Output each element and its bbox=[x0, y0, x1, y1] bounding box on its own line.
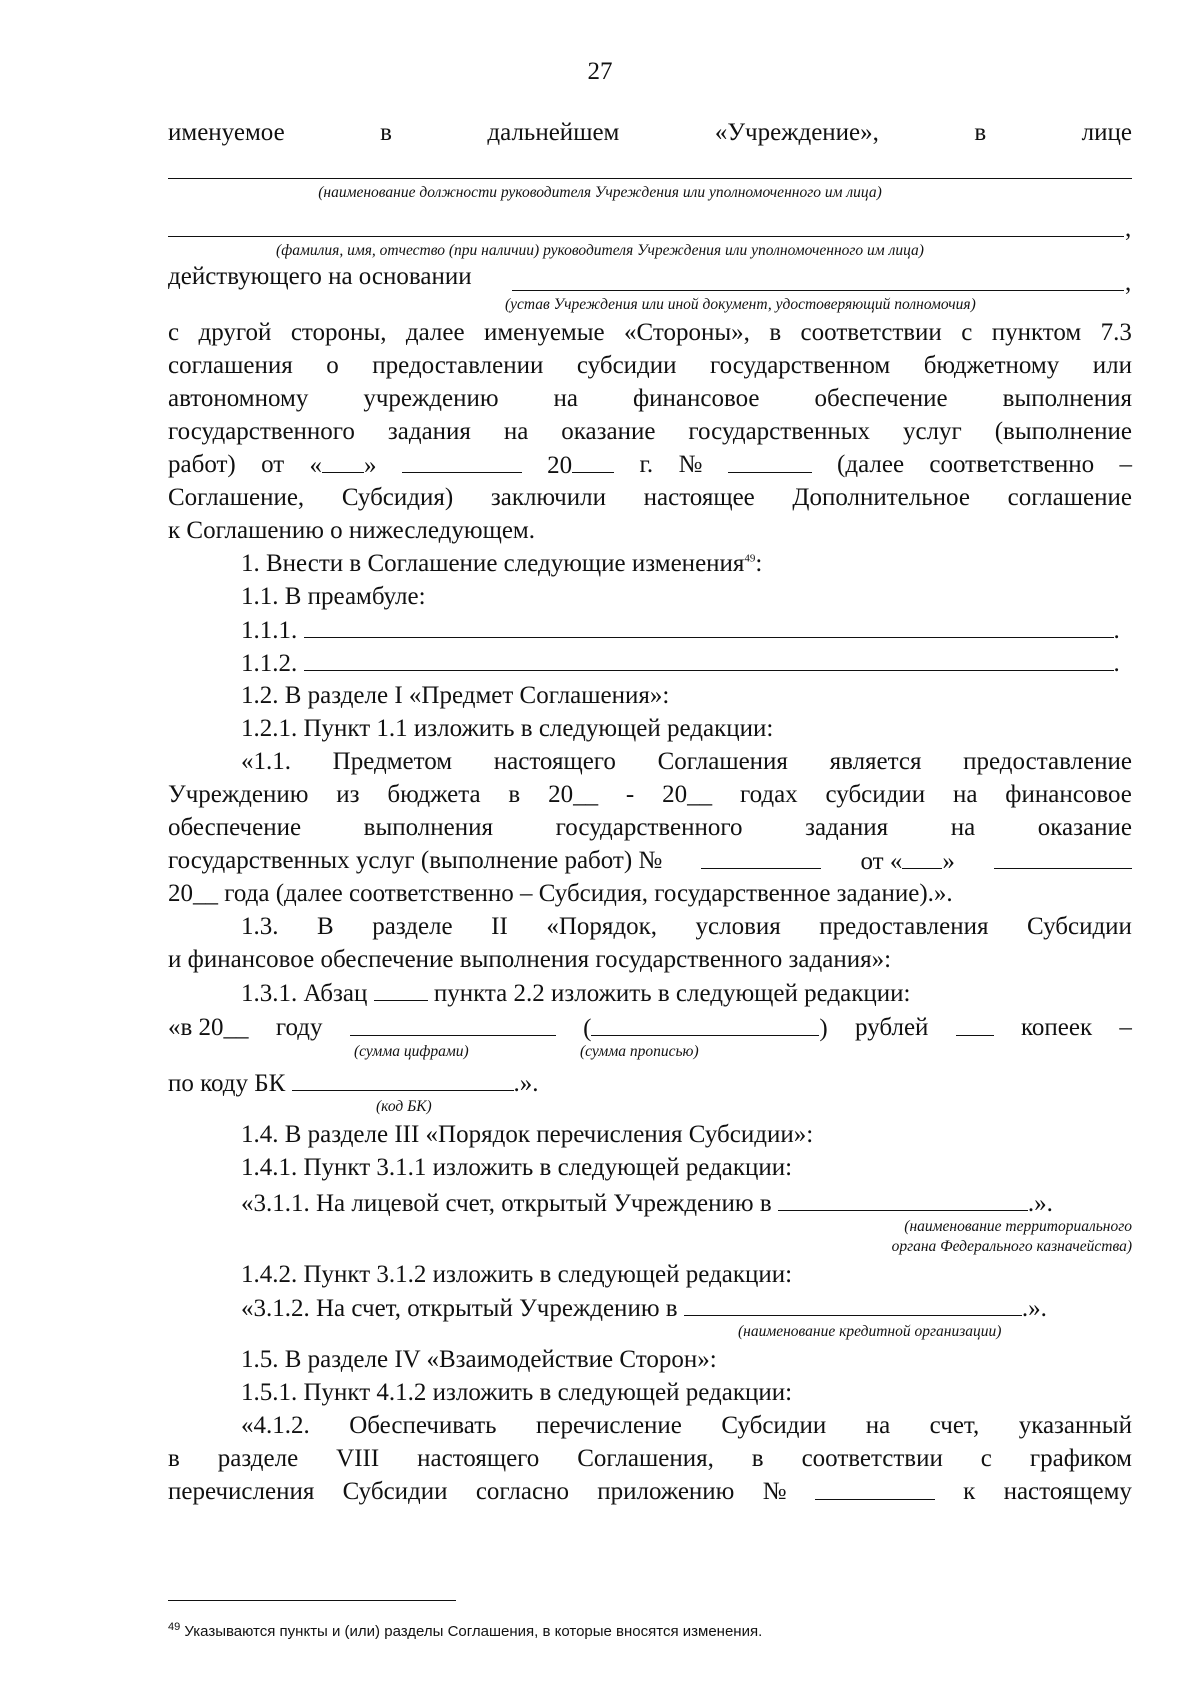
word: соглашения bbox=[168, 352, 293, 379]
word: является bbox=[829, 748, 922, 775]
word: «Стороны», bbox=[624, 319, 750, 346]
word: соответствии bbox=[801, 1445, 943, 1472]
word: перечисление bbox=[535, 1412, 682, 1439]
state-task-month-blank bbox=[994, 846, 1132, 869]
item-1-2: 1.2. В разделе I «Предмет Соглашения»: bbox=[241, 682, 670, 709]
word: на bbox=[950, 814, 976, 841]
word: Соглашение, bbox=[168, 484, 305, 511]
word: выполнения bbox=[1002, 385, 1132, 412]
word: оказание bbox=[561, 418, 656, 445]
intro-l5-j: – bbox=[1119, 451, 1132, 478]
word: соответствии bbox=[800, 319, 942, 346]
word: заключили bbox=[490, 484, 606, 511]
word: дальнейшем bbox=[487, 119, 620, 146]
item-1-3-line-1 bbox=[241, 912, 1132, 942]
word: Субсидии bbox=[721, 1412, 827, 1439]
item-1-4-2: 1.4.2. Пункт 3.1.2 изложить в следующей редакции: bbox=[241, 1261, 793, 1288]
word: или bbox=[1092, 352, 1132, 379]
word: В bbox=[317, 913, 334, 940]
word: в bbox=[974, 119, 987, 146]
intro-date-month bbox=[402, 450, 522, 473]
intro-line-3 bbox=[168, 384, 1132, 414]
word: предоставления bbox=[819, 913, 989, 940]
word: «Порядок, bbox=[546, 913, 657, 940]
word: бюджета bbox=[387, 781, 481, 808]
header-line bbox=[168, 118, 1132, 148]
p412-line-2 bbox=[168, 1444, 1132, 1474]
word: Соглашения, bbox=[577, 1445, 714, 1472]
word: Субсидия) bbox=[341, 484, 454, 511]
word: графиком bbox=[1029, 1445, 1132, 1472]
caption-treasury-2: органа Федерального казначейства) bbox=[891, 1238, 1132, 1255]
word: государственных bbox=[688, 418, 871, 445]
page-number: 27 bbox=[587, 58, 613, 85]
p412-line-1 bbox=[241, 1411, 1132, 1441]
word: финансовое bbox=[632, 385, 760, 412]
footnote bbox=[168, 1623, 762, 1640]
word: настоящему bbox=[1003, 1478, 1132, 1505]
word: Учреждению bbox=[168, 781, 309, 808]
word: обеспечение bbox=[168, 814, 302, 841]
intro-line-4 bbox=[168, 417, 1132, 447]
word: согласно bbox=[475, 1478, 569, 1505]
amount-digits-blank bbox=[350, 1013, 556, 1036]
word: именуемые bbox=[483, 319, 605, 346]
word: пунктом bbox=[991, 319, 1082, 346]
word: «4.1.2. bbox=[241, 1412, 310, 1439]
p11-line-1 bbox=[241, 747, 1132, 777]
caption-treasury-1: (наименование территориального bbox=[904, 1218, 1132, 1235]
word: с bbox=[980, 1445, 992, 1472]
item-1-4-1: 1.4.1. Пункт 3.1.1 изложить в следующей редакции: bbox=[241, 1154, 793, 1181]
word: Дополнительное bbox=[792, 484, 970, 511]
caption-basis: (устав Учреждения или иной документ, удостоверяющий полномочия) bbox=[505, 296, 976, 313]
item-1-3-1: 1.3.1. Абзац пункта 2.2 изложить в следующей редакции: bbox=[241, 980, 911, 1007]
p11-line-5: 20__ года (далее соответственно – Субсидия, государственное задание).». bbox=[168, 880, 953, 907]
word: выполнения bbox=[363, 814, 494, 841]
intro-l5-h: (далее bbox=[837, 451, 905, 478]
p11-line-3 bbox=[168, 813, 1132, 843]
caption-position: (наименование должности руководителя Учреждения или уполномоченного им лица) bbox=[318, 184, 882, 201]
intro-line-7: к Соглашению о нижеследующем. bbox=[168, 517, 535, 544]
intro-l5-b: от bbox=[261, 451, 285, 478]
word: учреждению bbox=[363, 385, 499, 412]
word: предоставлении bbox=[372, 352, 544, 379]
word: 7.3 bbox=[1100, 319, 1132, 346]
word: бюджетному bbox=[923, 352, 1060, 379]
intro-line-2 bbox=[168, 351, 1132, 381]
fio-comma: , bbox=[1125, 215, 1132, 242]
caption-amount-digits: (сумма цифрами) bbox=[354, 1043, 469, 1060]
word: настоящего bbox=[493, 748, 616, 775]
amount-words-blank bbox=[591, 1013, 819, 1036]
word: оказание bbox=[1037, 814, 1132, 841]
item-1-5-1: 1.5.1. Пункт 4.1.2 изложить в следующей редакции: bbox=[241, 1379, 793, 1406]
intro-date-day: « » bbox=[309, 452, 377, 479]
intro-date-year: 20 bbox=[547, 450, 614, 481]
p311-line: «3.1.1. На лицевой счет, открытый Учреждению в .». bbox=[241, 1190, 1053, 1217]
word: на bbox=[553, 385, 578, 412]
intro-l5-g: № bbox=[678, 451, 703, 478]
word: с bbox=[168, 319, 180, 346]
word: в bbox=[508, 781, 521, 808]
word: «Учреждение», bbox=[714, 119, 879, 146]
intro-l5-a: работ) bbox=[168, 451, 236, 478]
item-1-2-1: 1.2.1. Пункт 1.1 изложить в следующей редакции: bbox=[241, 715, 774, 742]
acting-label: действующего на основании bbox=[168, 263, 472, 290]
word: Обеспечивать bbox=[349, 1412, 497, 1439]
item-1-3-line-2: и финансовое обеспечение выполнения государственного задания»: bbox=[168, 946, 892, 973]
word: указанный bbox=[1018, 1412, 1132, 1439]
footnote-rule bbox=[168, 1600, 456, 1601]
word: на bbox=[865, 1412, 891, 1439]
word: субсидии bbox=[825, 781, 926, 808]
footnote-ref: 49 bbox=[744, 552, 756, 565]
word: приложению bbox=[597, 1478, 735, 1505]
footnote-number: 49 bbox=[168, 1621, 181, 1633]
basis-blank bbox=[512, 290, 1124, 291]
word: другой bbox=[198, 319, 272, 346]
word: задания bbox=[387, 418, 471, 445]
intro-line-6 bbox=[168, 483, 1132, 513]
word: 20__ bbox=[548, 781, 599, 808]
item-1-1-1: 1.1.1. . bbox=[241, 617, 1120, 644]
word: задания bbox=[805, 814, 889, 841]
word: именуемое bbox=[168, 119, 285, 146]
word: настоящее bbox=[643, 484, 755, 511]
footnote-text: Указываются пункты и (или) разделы Соглашения, в которые вносятся изменения. bbox=[180, 1623, 763, 1640]
word: обеспечение bbox=[814, 385, 948, 412]
word: настоящего bbox=[417, 1445, 540, 1472]
item-1-1-2: 1.1.2. . bbox=[241, 650, 1120, 677]
intro-line-1 bbox=[168, 318, 1132, 348]
caption-fio: (фамилия, имя, отчество (при наличии) руководителя Учреждения или уполномоченного им лица) bbox=[276, 242, 924, 259]
word: предоставление bbox=[963, 748, 1132, 775]
p312-line: «3.1.2. На счет, открытый Учреждению в .». bbox=[241, 1295, 1047, 1322]
word: № bbox=[762, 1478, 787, 1505]
word: перечисления bbox=[168, 1478, 315, 1505]
fio-blank bbox=[168, 236, 1124, 237]
intro-l5-f: г. bbox=[639, 451, 654, 478]
caption-bk: (код БК) bbox=[376, 1098, 432, 1115]
treasury-blank bbox=[778, 1188, 1028, 1211]
word: Субсидии bbox=[342, 1478, 448, 1505]
word: в bbox=[168, 1445, 180, 1472]
word: - bbox=[625, 781, 635, 808]
word: разделе bbox=[217, 1445, 299, 1472]
word: условия bbox=[695, 913, 781, 940]
amount-line: «в 20__ году ( ) рублей копеек – bbox=[168, 1014, 1132, 1042]
basis-comma: , bbox=[1125, 269, 1132, 296]
state-task-number-blank bbox=[701, 846, 821, 869]
word: 1.3. bbox=[241, 913, 279, 940]
word: в bbox=[751, 1445, 764, 1472]
bank-blank bbox=[684, 1293, 1022, 1316]
word: Соглашения bbox=[657, 748, 788, 775]
word: субсидии bbox=[576, 352, 677, 379]
p412-line-3 bbox=[168, 1477, 1132, 1507]
word: 20__ bbox=[662, 781, 713, 808]
word: услуг bbox=[902, 418, 962, 445]
word: VIII bbox=[336, 1445, 380, 1472]
word: стороны, bbox=[290, 319, 387, 346]
word: в bbox=[769, 319, 782, 346]
item-1-5: 1.5. В разделе IV «Взаимодействие Сторон»: bbox=[241, 1346, 717, 1373]
bk-line: по коду БК .». bbox=[168, 1070, 539, 1097]
word: автономному bbox=[168, 385, 309, 412]
word: II bbox=[491, 913, 508, 940]
word: Предметом bbox=[332, 748, 453, 775]
intro-line-5 bbox=[168, 450, 1132, 481]
item-1-1: 1.1. В преамбуле: bbox=[241, 583, 426, 610]
word: годах bbox=[739, 781, 798, 808]
item-1-4: 1.4. В разделе III «Порядок перечисления Субсидии»: bbox=[241, 1121, 814, 1148]
word: из bbox=[336, 781, 360, 808]
position-blank bbox=[168, 178, 1132, 179]
item-1: 1. Внести в Соглашение следующие изменения$^{49}$: bbox=[241, 550, 763, 577]
word: Субсидии bbox=[1027, 913, 1132, 940]
intro-l5-i: соответственно bbox=[929, 451, 1095, 478]
caption-credit-org: (наименование кредитной организации) bbox=[738, 1323, 1002, 1340]
word: с bbox=[961, 319, 973, 346]
kopecks-blank bbox=[956, 1013, 994, 1036]
p11-line-4: государственных услуг (выполнение работ) № от « » bbox=[168, 846, 1132, 877]
word: лице bbox=[1081, 119, 1132, 146]
word: государственного bbox=[168, 418, 355, 445]
p11-line-2 bbox=[168, 780, 1132, 810]
word: разделе bbox=[372, 913, 453, 940]
appendix-number-blank bbox=[815, 1477, 935, 1500]
word: государственном bbox=[710, 352, 891, 379]
word: финансовое bbox=[1005, 781, 1132, 808]
word: в bbox=[380, 119, 392, 146]
word: (выполнение bbox=[994, 418, 1132, 445]
word: далее bbox=[405, 319, 465, 346]
word: на bbox=[503, 418, 529, 445]
word: на bbox=[952, 781, 978, 808]
word: соглашение bbox=[1007, 484, 1132, 511]
word: «1.1. bbox=[241, 748, 291, 775]
bk-blank bbox=[292, 1068, 514, 1091]
word: к bbox=[963, 1478, 976, 1505]
caption-amount-words: (сумма прописью) bbox=[580, 1043, 699, 1060]
intro-number-blank bbox=[728, 450, 812, 473]
word: о bbox=[326, 352, 339, 379]
word: государственного bbox=[555, 814, 743, 841]
word: счет, bbox=[929, 1412, 980, 1439]
